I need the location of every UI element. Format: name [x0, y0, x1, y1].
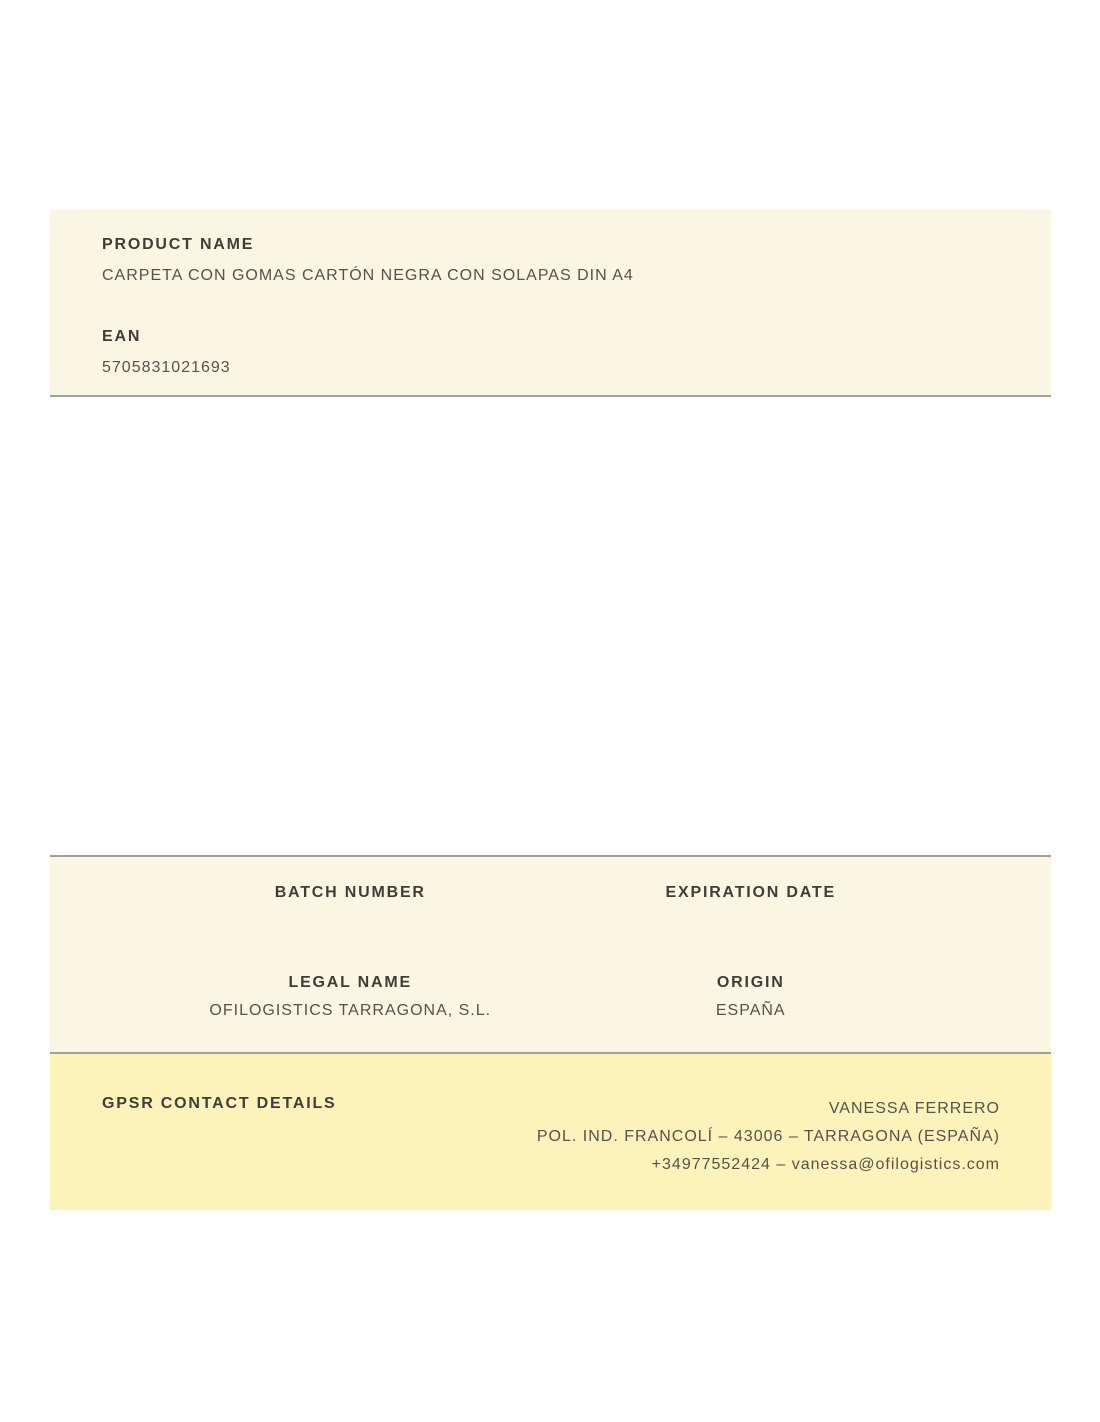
- contact-address: POL. IND. FRANCOLÍ – 43006 – TARRAGONA (ESPAÑA): [536, 1128, 1000, 1145]
- origin-label: ORIGIN: [716, 974, 785, 991]
- expiration-date-field: [551, 884, 952, 902]
- contact-phone-email: +34977552424 – vanessa@ofilogistics.com: [651, 1156, 1000, 1173]
- ean-field: [102, 328, 999, 377]
- expiration-date-label: EXPIRATION DATE: [665, 884, 836, 901]
- gpsr-contact-section: [50, 1054, 1051, 1210]
- batch-origin-section: [50, 855, 1051, 1054]
- product-name-value: CARPETA CON GOMAS CARTÓN NEGRA CON SOLAPAS DIN A4: [102, 267, 634, 284]
- contact-name: VANESSA FERRERO: [828, 1100, 1000, 1117]
- legal-name-field: [150, 974, 551, 1020]
- legal-name-value: OFILOGISTICS TARRAGONA, S.L.: [209, 1002, 492, 1019]
- legal-origin-row: [150, 974, 951, 1020]
- batch-number-label: BATCH NUMBER: [274, 884, 426, 901]
- product-name-field: [102, 236, 999, 285]
- ean-value: 5705831021693: [102, 359, 231, 376]
- batch-expiration-row: [150, 884, 951, 902]
- origin-field: [551, 974, 952, 1020]
- product-name-label: PRODUCT NAME: [102, 236, 255, 253]
- origin-value: ESPAÑA: [715, 1002, 786, 1019]
- product-section: [50, 210, 1051, 397]
- legal-name-label: LEGAL NAME: [288, 974, 412, 991]
- ean-label: EAN: [102, 328, 142, 345]
- batch-number-field: [150, 884, 551, 902]
- gpsr-contact-label: GPSR CONTACT DETAILS: [102, 1095, 337, 1112]
- gpsr-contact-block: [537, 1095, 1000, 1179]
